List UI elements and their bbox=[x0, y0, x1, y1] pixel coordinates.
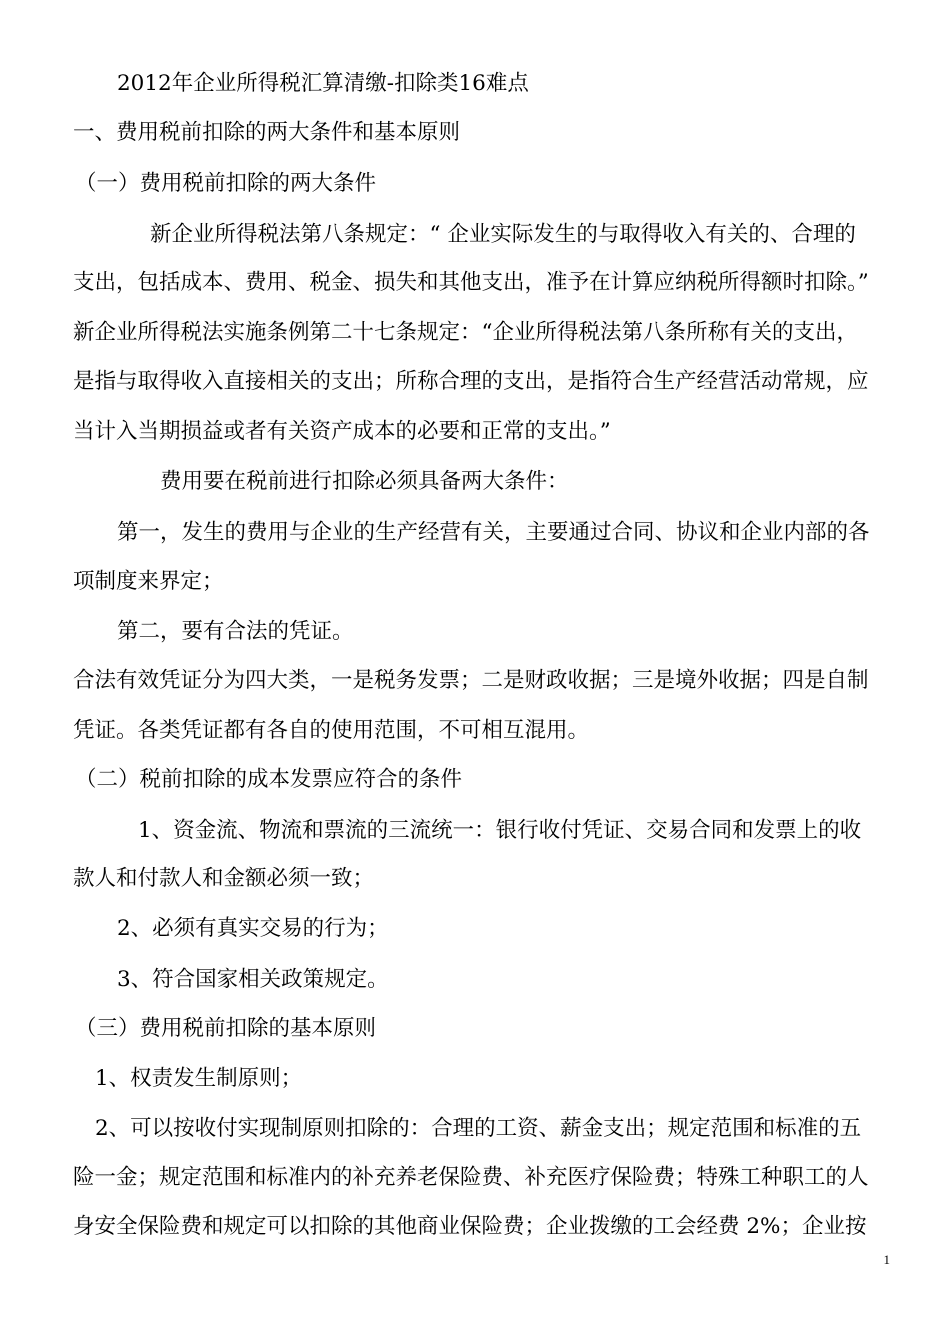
text-line: 1、资金流、物流和票流的三流统一：银行收付凭证、交易合同和发票上的收 bbox=[138, 818, 862, 843]
text-line: 险一金；规定范围和标准内的补充养老保险费、补充医疗保险费；特殊工种职工的人 bbox=[73, 1165, 869, 1190]
text-line: 2、必须有真实交易的行为； bbox=[117, 916, 389, 941]
subsection-heading-3: （三）费用税前扣除的基本原则 bbox=[75, 1016, 377, 1041]
text-line: 项制度来界定； bbox=[73, 569, 224, 594]
text-line: 当计入当期损益或者有关资产成本的必要和正常的支出。” bbox=[73, 419, 611, 444]
text-line: 凭证。各类凭证都有各自的使用范围，不可相互混用。 bbox=[73, 718, 590, 743]
text-line: 2、可以按收付实现制原则扣除的：合理的工资、薪金支出；规定范围和标准的五 bbox=[95, 1116, 862, 1141]
text-line: 1、权责发生制原则； bbox=[95, 1066, 303, 1091]
text-line: 3、符合国家相关政策规定。 bbox=[117, 967, 389, 992]
page-number: 1 bbox=[883, 1252, 890, 1267]
text-line: 第一，发生的费用与企业的生产经营有关，主要通过合同、协议和企业内部的各 bbox=[117, 520, 870, 545]
text-line: 第二，要有合法的凭证。 bbox=[117, 619, 354, 644]
text-line: 是指与取得收入直接相关的支出；所称合理的支出，是指符合生产经营活动常规，应 bbox=[73, 369, 869, 394]
text-line: 新企业所得税法第八条规定：“ 企业实际发生的与取得收入有关的、合理的 bbox=[150, 222, 856, 247]
text-line: 合法有效凭证分为四大类，一是税务发票；二是财政收据；三是境外收据；四是自制 bbox=[73, 668, 869, 693]
text-line: 新企业所得税法实施条例第二十七条规定：“企业所得税法第八条所称有关的支出， bbox=[73, 320, 858, 345]
text-line: 款人和付款人和金额必须一致； bbox=[73, 866, 375, 891]
text-line: 支出，包括成本、费用、税金、损失和其他支出，准予在计算应纳税所得额时扣除。” bbox=[73, 270, 869, 295]
text-line: 费用要在税前进行扣除必须具备两大条件： bbox=[160, 469, 569, 494]
document-title: 2012年企业所得税汇算清缴-扣除类16难点 bbox=[117, 71, 529, 96]
subsection-heading-2: （二）税前扣除的成本发票应符合的条件 bbox=[75, 767, 463, 792]
section-heading-1: 一、费用税前扣除的两大条件和基本原则 bbox=[73, 120, 461, 145]
subsection-heading-1: （一）费用税前扣除的两大条件 bbox=[75, 171, 377, 196]
text-line: 身安全保险费和规定可以扣除的其他商业保险费；企业拨缴的工会经费 2%；企业按 bbox=[73, 1214, 867, 1239]
